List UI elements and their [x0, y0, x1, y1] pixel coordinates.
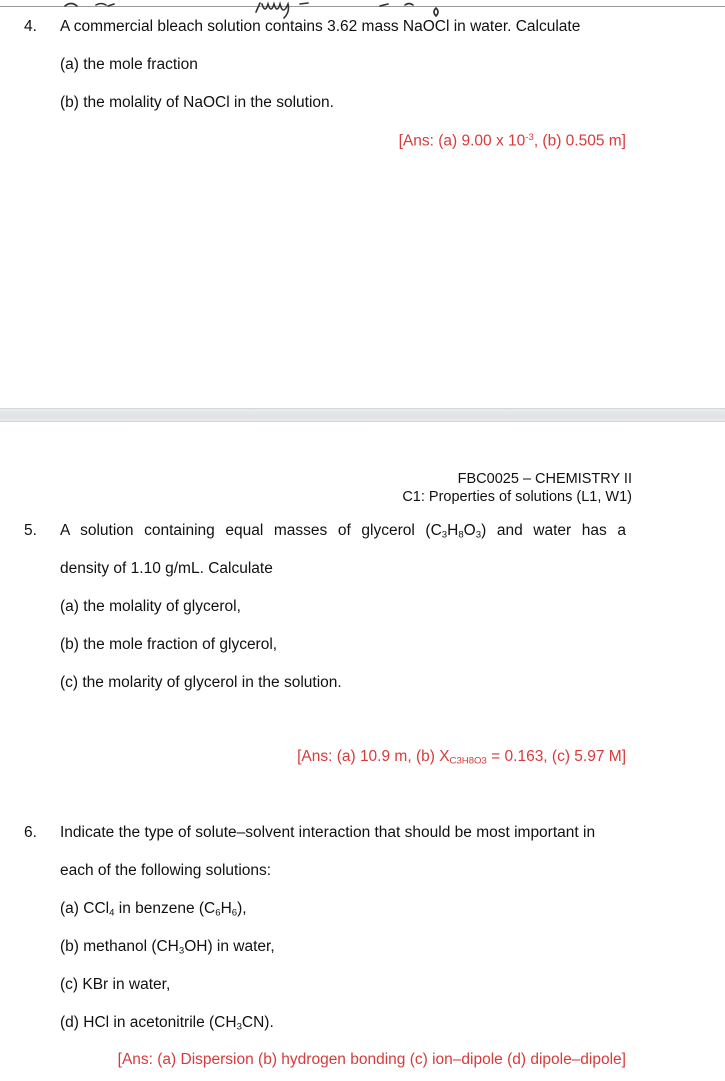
question-stem: A solution containing equal masses of glycerol $(C_3H_8O_3)$ and water has a — [60, 522, 626, 541]
question-number: 4. — [24, 18, 37, 35]
answer-text: [Ans: (a) 10.9 m, (b) $X_{C3H8O3} = 0.163$, (c) 5.97 M] — [297, 748, 626, 767]
question-stem-line-2: density of 1.10 g/mL. Calculate — [60, 560, 273, 577]
question-part-c: (c) the molarity of glycerol in the solution. — [60, 674, 342, 691]
page-separator — [0, 408, 725, 422]
question-part-a: (a) CCl$_4$ in benzene $(C_6H_6)$, — [60, 900, 247, 919]
page-bottom — [0, 422, 725, 1081]
question-part-b: (b) the molality of NaOCl in the solution. — [60, 94, 334, 111]
answer-subscript: C3H8O3 — [449, 755, 487, 767]
question-part-b: (b) methanol $(CH_3OH)$ in water, — [60, 938, 275, 957]
answer-suffix: , (b) 0.505 m] — [533, 132, 626, 150]
question-part-c: (c) KBr in water, — [60, 976, 171, 993]
answer-prefix: [Ans: (a) 9.00 x 10 — [398, 132, 526, 150]
question-stem-line-2: each of the following solutions: — [60, 862, 272, 879]
question-part-a: (a) the mole fraction — [60, 56, 198, 73]
question-part-a: (a) the molality of glycerol, — [60, 598, 241, 615]
answer-text: [Ans: (a) Dispersion (b) hydrogen bonding (c) ion–dipole (d) dipole–dipole] — [117, 1051, 626, 1068]
question-number: 6. — [24, 824, 37, 841]
page-top — [0, 0, 725, 408]
course-header: FBC0025 – CHEMISTRY II — [457, 471, 632, 487]
question-part-d: (d) HCl in acetonitrile $(CH_3CN)$. — [60, 1014, 274, 1033]
answer-text — [399, 132, 626, 150]
chapter-header: C1: Properties of solutions (L1, W1) — [402, 489, 632, 505]
question-part-b: (b) the mole fraction of glycerol, — [60, 636, 278, 653]
answer-exponent: -3 — [525, 132, 534, 143]
question-stem: A commercial bleach solution contains 3.62 mass NaOCl in water. Calculate — [60, 18, 581, 35]
question-number: 5. — [24, 522, 37, 539]
question-stem: Indicate the type of solute–solvent interaction that should be most important in — [60, 824, 596, 841]
